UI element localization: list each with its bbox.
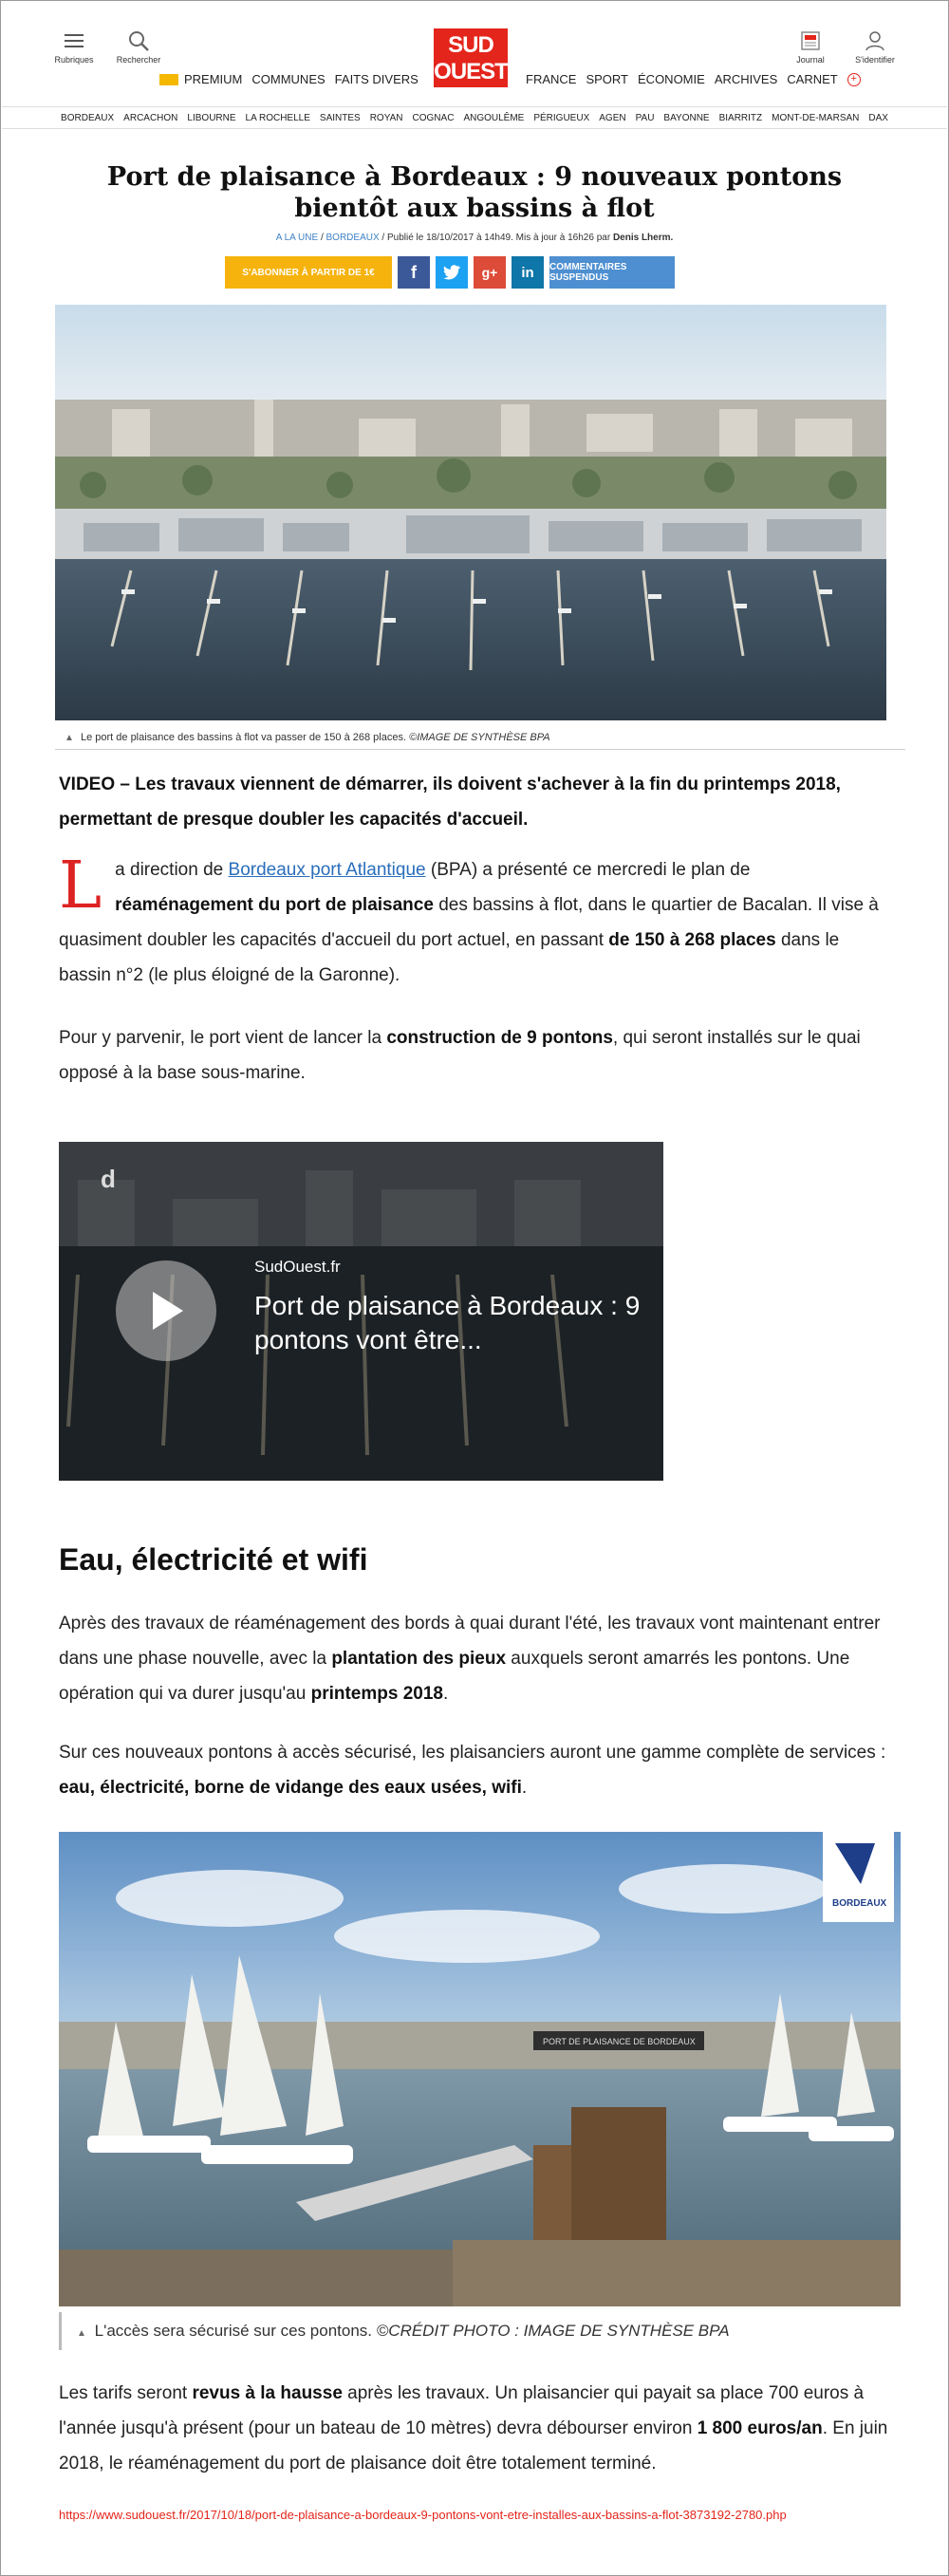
- logo-line2: OUEST: [434, 59, 508, 84]
- play-button[interactable]: [116, 1260, 216, 1361]
- journal-label: Journal: [796, 55, 825, 65]
- p2-bold: construction de 9 pontons: [386, 1028, 613, 1048]
- googleplus-icon: g+: [481, 265, 498, 280]
- twitter-share-button[interactable]: [436, 256, 468, 289]
- photo1-caption-text: Le port de plaisance des bassins à flot va passer de 150 à 268 places.: [80, 732, 407, 743]
- search-label: Rechercher: [116, 55, 161, 65]
- premium-icon: [159, 74, 178, 85]
- article-title: Port de plaisance à Bordeaux : 9 nouveaux pontons bientôt aux bassins à flot: [106, 162, 843, 223]
- main-nav-left: [159, 72, 419, 86]
- p1-text-b: (BPA) a présenté ce mercredi le plan de: [425, 860, 751, 880]
- aerial-harbour-illustration: [55, 305, 886, 720]
- article-intro: VIDEO – Les travaux viennent de démarrer, ils doivent s'achever à la fin du printemps 2018, permettant de presque doubler les capacités d'accueil.: [59, 775, 841, 830]
- p4-text-b: .: [521, 1778, 528, 1798]
- section-heading: Eau, électricité et wifi: [59, 1542, 368, 1577]
- subnav-item[interactable]: PAU: [635, 112, 655, 123]
- facebook-share-button[interactable]: [398, 256, 430, 289]
- photo2-credit: ©CRÉDIT PHOTO : IMAGE DE SYNTHÈSE BPA: [376, 2322, 730, 2340]
- caption-triangle-icon: ▲: [77, 2328, 86, 2339]
- facebook-icon: f: [411, 262, 417, 282]
- p1-text-a: a direction de: [115, 860, 229, 880]
- article-meta: A LA UNE / BORDEAUX / Publié le 18/10/2017 à 14h49. Mis à jour à 16h26 par Denis Lherm.: [275, 233, 674, 243]
- photo2-caption-text: L'accès sera sécurisé sur ces pontons.: [94, 2322, 373, 2340]
- newspaper-icon: [798, 28, 823, 53]
- p5-bold-1: revus à la hausse: [192, 2383, 343, 2403]
- p5-text-b: après les travaux. Un plaisancier qui payait sa place 700 euros à l'année jusqu'à présent (pour un bateau de 10 mètres) devra débourser environ: [59, 2383, 865, 2438]
- googleplus-share-button[interactable]: [474, 256, 506, 289]
- p5-text-c: . En juin 2018, le réaménagement du port de plaisance doit être totalement terminé.: [59, 2418, 888, 2473]
- article-main-photo: [55, 305, 886, 720]
- author-name[interactable]: Denis Lherm.: [612, 233, 674, 243]
- p5-bold-2: 1 800 euros/an: [697, 2418, 823, 2438]
- article-second-photo: [59, 1832, 901, 2306]
- subnav-item[interactable]: AGEN: [599, 112, 626, 123]
- plus-icon[interactable]: +: [847, 73, 861, 86]
- subnav-item[interactable]: PÉRIGUEUX: [533, 112, 590, 123]
- p1-text-d: dans le bassin n°2 (le plus éloigné de la Garonne).: [59, 930, 840, 985]
- subnav-item[interactable]: BIARRITZ: [718, 112, 763, 123]
- subnav-item[interactable]: MONT-DE-MARSAN: [772, 112, 860, 123]
- nav-item-economie[interactable]: ÉCONOMIE: [638, 72, 705, 86]
- sudouest-logo[interactable]: [434, 28, 508, 87]
- nav-item-faits-divers[interactable]: FAITS DIVERS: [334, 72, 419, 86]
- video-source: SudOuest.fr: [254, 1258, 341, 1276]
- paragraph-3: [59, 1606, 889, 1711]
- nav-item-archives[interactable]: ARCHIVES: [714, 72, 778, 86]
- journal-button[interactable]: [789, 28, 832, 65]
- twitter-icon: [443, 265, 460, 280]
- login-label: S'identifier: [855, 55, 895, 65]
- source-url[interactable]: https://www.sudouest.fr/2017/10/18/port-de-plaisance-a-bordeaux-9-pontons-vont-etre-installes-aux-bassins-a-flot-3873192-2780.php: [59, 2508, 787, 2522]
- p3-bold-2: printemps 2018: [310, 1684, 443, 1704]
- user-icon: [863, 28, 887, 53]
- nav-premium[interactable]: [159, 72, 242, 86]
- subnav-item[interactable]: ARCACHON: [123, 112, 178, 123]
- share-bar: [225, 256, 675, 289]
- paragraph-4: [59, 1735, 889, 1805]
- subnav-item[interactable]: BORDEAUX: [61, 112, 115, 123]
- pontoon-illustration: [59, 1832, 901, 2306]
- photo1-caption: [55, 726, 905, 750]
- p1-text-c: des bassins à flot, dans le quartier de Bacalan. Il vise à quasiment doubler les capacités d'accueil du port actuel, en passant: [59, 895, 879, 950]
- subnav-item[interactable]: ANGOULÊME: [463, 112, 525, 123]
- menu-label: Rubriques: [54, 55, 94, 65]
- p3-text-b: auxquels seront amarrés les pontons. Une opération qui va durer jusqu'au: [59, 1649, 850, 1704]
- header-tools-left: [52, 28, 160, 65]
- breadcrumb-a-la-une[interactable]: A LA UNE: [275, 233, 319, 243]
- nav-premium-label: PREMIUM: [184, 72, 243, 86]
- video-player[interactable]: [59, 1142, 663, 1481]
- linkedin-share-button[interactable]: [512, 256, 544, 289]
- p4-bold: eau, électricité, borne de vidange des eaux usées, wifi: [59, 1778, 522, 1798]
- paragraph-5: [59, 2376, 889, 2481]
- subnav-item[interactable]: ROYAN: [369, 112, 403, 123]
- subnav-item[interactable]: LIBOURNE: [187, 112, 236, 123]
- p3-bold-1: plantation des pieux: [331, 1649, 507, 1669]
- bordeaux-port-link[interactable]: Bordeaux port Atlantique: [228, 860, 426, 880]
- publish-info: Publié le 18/10/2017 à 14h49. Mis à jour à 16h26 par: [386, 233, 611, 243]
- sign-text: PORT DE PLAISANCE DE BORDEAUX: [543, 2037, 696, 2046]
- breadcrumb-bordeaux[interactable]: BORDEAUX: [326, 233, 380, 243]
- city-subnav: [2, 106, 947, 129]
- dropcap: L: [59, 849, 102, 924]
- play-icon: [147, 1290, 185, 1332]
- p2-text-b: , qui seront installés sur le quai opposé à la base sous-marine.: [59, 1028, 861, 1083]
- nav-item-france[interactable]: FRANCE: [526, 72, 577, 86]
- p3-text-c: .: [443, 1684, 449, 1704]
- search-button[interactable]: [117, 28, 160, 65]
- logo-line1: SUD: [448, 32, 493, 58]
- main-nav-right: [526, 72, 861, 86]
- paragraph-2: [59, 1020, 889, 1091]
- photo2-caption: [59, 2312, 918, 2350]
- caption-triangle-icon: ▲: [65, 733, 74, 743]
- bordeaux-port-logo-text: BORDEAUX: [832, 1898, 887, 1909]
- video-title[interactable]: Port de plaisance à Bordeaux : 9 pontons vont être...: [254, 1291, 641, 1354]
- p2-text-a: Pour y parvenir, le port vient de lancer la: [59, 1028, 387, 1048]
- linkedin-icon: in: [521, 264, 534, 281]
- subnav-item[interactable]: DAX: [868, 112, 888, 123]
- p3-text-a: Après des travaux de réaménagement des bords à quai durant l'été, les travaux vont maintenant entrer dans une phase nouvelle, avec la: [59, 1614, 881, 1669]
- p4-text-a: Sur ces nouveaux pontons à accès sécurisé, les plaisanciers auront une gamme complète de services :: [59, 1743, 886, 1763]
- nav-item-sport[interactable]: SPORT: [586, 72, 629, 86]
- menu-button[interactable]: [52, 28, 96, 65]
- subnav-item[interactable]: BAYONNE: [663, 112, 710, 123]
- login-button[interactable]: [853, 28, 897, 65]
- p1-bold-1: réaménagement du port de plaisance: [115, 895, 434, 915]
- search-icon: [126, 28, 151, 53]
- subnav-item[interactable]: SAINTES: [319, 112, 361, 123]
- comments-button[interactable]: COMMENTAIRES SUSPENDUS: [549, 256, 675, 289]
- subscribe-button[interactable]: S'ABONNER À PARTIR DE 1€: [225, 256, 392, 289]
- paragraph-1: [59, 849, 889, 993]
- header-tools-right: [789, 28, 897, 65]
- hamburger-icon: [62, 28, 86, 53]
- photo1-credit: ©IMAGE DE SYNTHÈSE BPA: [409, 732, 550, 743]
- subnav-item[interactable]: COGNAC: [412, 112, 455, 123]
- nav-item-carnet[interactable]: CARNET: [787, 72, 838, 86]
- dailymotion-logo: d: [101, 1165, 116, 1193]
- p5-text-a: Les tarifs seront: [59, 2383, 193, 2403]
- nav-item-communes[interactable]: COMMUNES: [251, 72, 326, 86]
- subnav-item[interactable]: LA ROCHELLE: [245, 112, 310, 123]
- p1-bold-2: de 150 à 268 places: [608, 930, 776, 950]
